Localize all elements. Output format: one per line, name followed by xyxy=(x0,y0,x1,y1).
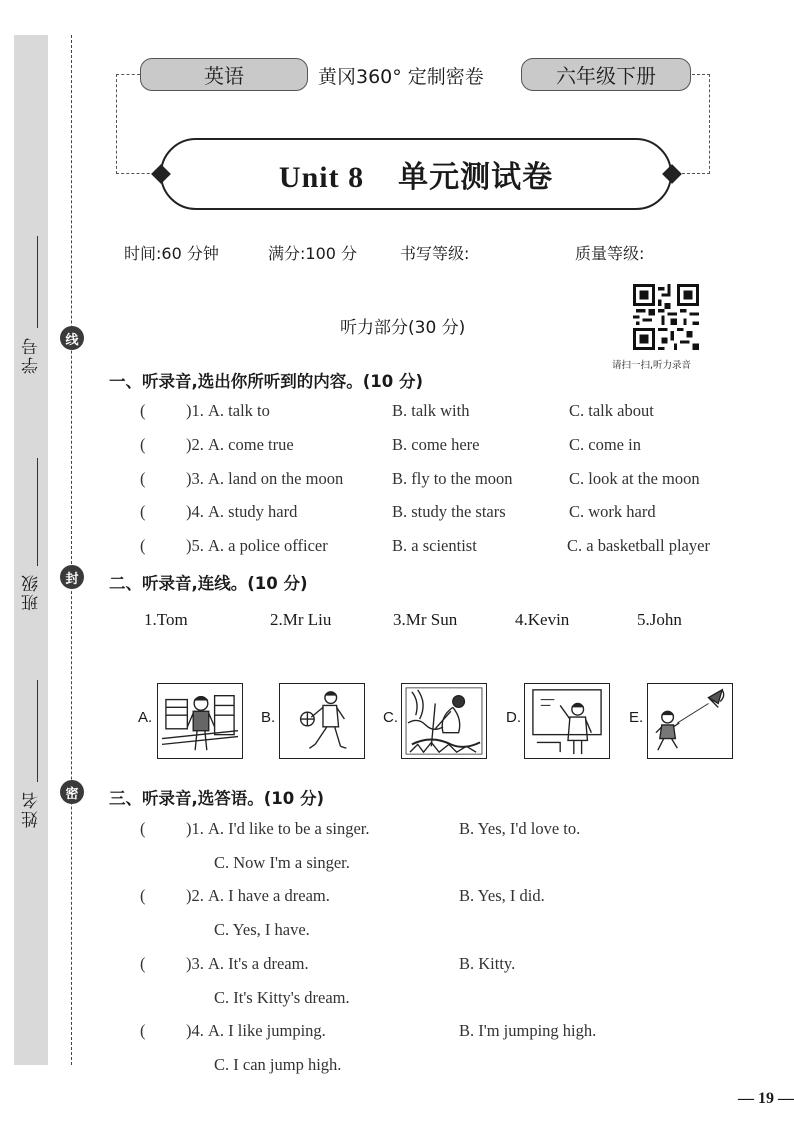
option-b: B. Yes, I'd love to. xyxy=(459,819,581,838)
subject-pill: 英语 xyxy=(140,58,308,91)
option-c: C. come in xyxy=(569,435,641,454)
match-name-4[interactable]: 4.Kevin xyxy=(515,610,570,629)
qr-caption: 请扫一扫,听力录音 xyxy=(612,360,692,371)
header-dash xyxy=(116,74,117,174)
question-number: )5. xyxy=(186,536,204,555)
grade-pill: 六年级下册 xyxy=(521,58,691,91)
match-name-2[interactable]: 2.Mr Liu xyxy=(270,610,332,629)
question-number: )1. xyxy=(186,819,204,838)
answer-blank[interactable]: ( xyxy=(140,1021,146,1040)
answer-blank[interactable]: ( xyxy=(140,886,146,905)
exam-time: 时间:60 分钟 xyxy=(124,244,219,263)
option-c: C. a basketball player xyxy=(567,536,710,555)
basketball-player-icon[interactable] xyxy=(279,683,365,759)
question-number: )2. xyxy=(186,435,204,454)
answer-blank[interactable]: ( xyxy=(140,954,146,973)
question-number: )1. xyxy=(186,401,204,420)
option-c: C. I can jump high. xyxy=(214,1055,342,1074)
picture-label-e: E. xyxy=(629,709,644,726)
match-name-5[interactable]: 5.John xyxy=(637,610,682,629)
option-a: A. a police officer xyxy=(208,536,328,555)
picture-label-d: D. xyxy=(506,709,521,726)
option-a: A. land on the moon xyxy=(208,469,344,488)
picture-label-a: A. xyxy=(138,709,153,726)
page-number: — 19 — xyxy=(738,1090,794,1107)
option-a: A. I'd like to be a singer. xyxy=(208,819,370,838)
picture-label-c: C. xyxy=(383,709,398,726)
question-number: )4. xyxy=(186,502,204,521)
answer-blank[interactable]: ( xyxy=(140,401,146,420)
picture-label-b: B. xyxy=(261,709,276,726)
quality-grade: 质量等级: xyxy=(575,244,645,263)
option-b: B. a scientist xyxy=(392,536,477,555)
teacher-at-blackboard-icon[interactable] xyxy=(524,683,610,759)
seal-secret-icon: 密 xyxy=(60,780,84,804)
option-a: A. study hard xyxy=(208,502,298,521)
header-dash xyxy=(116,74,140,75)
seal-line-icon: 线 xyxy=(60,326,84,350)
student-id-field[interactable] xyxy=(14,236,48,386)
option-a: A. I like jumping. xyxy=(208,1021,326,1040)
series-title: 黄冈360° 定制密卷 xyxy=(318,66,484,88)
boy-flying-kite-icon[interactable] xyxy=(647,683,733,759)
answer-blank[interactable]: ( xyxy=(140,502,146,521)
question-number: )4. xyxy=(186,1021,204,1040)
option-b: B. study the stars xyxy=(392,502,506,521)
option-c: C. Now I'm a singer. xyxy=(214,853,350,872)
answer-blank[interactable]: ( xyxy=(140,819,146,838)
qr-code-icon[interactable] xyxy=(633,284,699,350)
student-id-label: 学号 xyxy=(22,336,42,374)
option-c: C. talk about xyxy=(569,401,654,420)
answer-blank[interactable]: ( xyxy=(140,536,146,555)
option-b: B. I'm jumping high. xyxy=(459,1021,597,1040)
option-c: C. Yes, I have. xyxy=(214,920,310,939)
option-a: A. talk to xyxy=(208,401,270,420)
page-title: Unit 8 单元测试卷 xyxy=(278,161,554,194)
header-dash xyxy=(709,74,710,174)
class-label: 班级 xyxy=(22,573,42,611)
header-dash xyxy=(692,74,710,75)
title-banner xyxy=(160,138,672,210)
name-label: 姓名 xyxy=(22,790,42,828)
option-c: C. It's Kitty's dream. xyxy=(214,988,350,1007)
option-b: B. Kitty. xyxy=(459,954,516,973)
option-a: A. It's a dream. xyxy=(208,954,309,973)
option-c: C. look at the moon xyxy=(569,469,700,488)
option-b: B. Yes, I did. xyxy=(459,886,545,905)
writing-grade: 书写等级: xyxy=(400,244,470,263)
option-a: A. I have a dream. xyxy=(208,886,330,905)
man-planting-tree-icon[interactable] xyxy=(401,683,487,759)
name-field[interactable] xyxy=(14,680,48,840)
answer-blank[interactable]: ( xyxy=(140,469,146,488)
question-number: )3. xyxy=(186,954,204,973)
listening-part-title: 听力部分(30 分) xyxy=(340,318,466,338)
option-b: B. talk with xyxy=(392,401,470,420)
section3-title: 三、听录音,选答语。(10 分) xyxy=(109,789,325,808)
section1-title: 一、听录音,选出你所听到的内容。(10 分) xyxy=(109,372,424,391)
option-a: A. come true xyxy=(208,435,294,454)
class-field[interactable] xyxy=(14,458,48,618)
exam-full-score: 满分:100 分 xyxy=(268,244,358,263)
question-number: )2. xyxy=(186,886,204,905)
option-b: B. come here xyxy=(392,435,480,454)
answer-blank[interactable]: ( xyxy=(140,435,146,454)
match-name-3[interactable]: 3.Mr Sun xyxy=(393,610,458,629)
seal-seal-icon: 封 xyxy=(60,565,84,589)
boy-with-bag-icon[interactable] xyxy=(157,683,243,759)
match-name-1[interactable]: 1.Tom xyxy=(144,610,188,629)
section2-title: 二、听录音,连线。(10 分) xyxy=(109,574,308,593)
cut-line xyxy=(71,35,72,1065)
question-number: )3. xyxy=(186,469,204,488)
option-b: B. fly to the moon xyxy=(392,469,513,488)
option-c: C. work hard xyxy=(569,502,656,521)
